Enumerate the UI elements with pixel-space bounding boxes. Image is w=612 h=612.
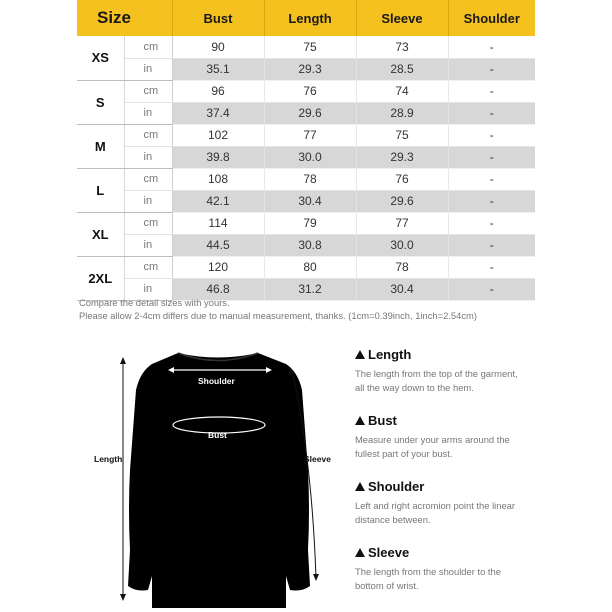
size-label: L (77, 168, 124, 212)
legend-desc: Left and right acromion point the linear (355, 500, 515, 511)
note-tolerance: Please allow 2-4cm differs due to manual measurement, thanks. (1cm=0.39inch, 1inch=2.54cm) (79, 310, 477, 321)
unit-label: cm (124, 80, 172, 102)
legend-title: Bust (368, 412, 397, 428)
sleeve-cm: 73 (356, 36, 448, 58)
bust-in: 39.8 (172, 146, 264, 168)
header-sleeve: Sleeve (356, 0, 448, 36)
table-row (77, 168, 535, 190)
diagram-sleeve-label: Sleeve (304, 454, 331, 464)
measurement-notes (79, 296, 477, 322)
size-label: S (77, 80, 124, 124)
header-shoulder: Shoulder (448, 0, 535, 36)
shoulder-in: - (448, 278, 535, 300)
legend-desc: The length from the shoulder to the (355, 566, 501, 577)
length-in: 29.3 (264, 58, 356, 80)
header-length: Length (264, 0, 356, 36)
unit-label: cm (124, 124, 172, 146)
sleeve-cm: 74 (356, 80, 448, 102)
unit-label: cm (124, 36, 172, 58)
unit-label: in (124, 102, 172, 124)
length-cm: 80 (264, 256, 356, 278)
bust-cm: 114 (172, 212, 264, 234)
length-cm: 76 (264, 80, 356, 102)
sleeve-cm: 76 (356, 168, 448, 190)
size-label: 2XL (77, 256, 124, 300)
unit-label: in (124, 146, 172, 168)
sleeve-in: 28.9 (356, 102, 448, 124)
legend-desc: bottom of wrist. (355, 579, 419, 591)
size-label: XS (77, 36, 124, 80)
length-in: 30.0 (264, 146, 356, 168)
sleeve-cm: 75 (356, 124, 448, 146)
table-row (77, 146, 535, 168)
shoulder-cm: - (448, 80, 535, 102)
sleeve-in: 29.3 (356, 146, 448, 168)
length-in: 29.6 (264, 102, 356, 124)
size-label: XL (77, 212, 124, 256)
legend-item-bust (355, 412, 585, 460)
diagram-length-label: Length (94, 454, 123, 464)
legend-item-sleeve (355, 544, 585, 592)
shoulder-in: - (448, 190, 535, 212)
unit-label: cm (124, 212, 172, 234)
bust-in: 42.1 (172, 190, 264, 212)
table-row (77, 190, 535, 212)
length-cm: 78 (264, 168, 356, 190)
table-row (77, 58, 535, 80)
sleeve-in: 30.0 (356, 234, 448, 256)
sleeve-cm: 78 (356, 256, 448, 278)
table-row (77, 36, 535, 58)
triangle-up-icon (355, 482, 365, 491)
length-cm: 77 (264, 124, 356, 146)
note-compare: Compare the detail sizes with yours. (79, 297, 230, 308)
shoulder-cm: - (448, 36, 535, 58)
legend-desc: The length from the top of the garment, (355, 368, 518, 379)
sleeve-in: 29.6 (356, 190, 448, 212)
legend-title: Length (368, 346, 412, 362)
legend-item-length (355, 346, 585, 394)
bust-cm: 90 (172, 36, 264, 58)
diagram-bust-label: Bust (208, 430, 227, 440)
table-row (77, 102, 535, 124)
unit-label: cm (124, 168, 172, 190)
legend-desc: Measure under your arms around the (355, 434, 510, 445)
garment-measurement-diagram (90, 350, 345, 612)
table-row (77, 80, 535, 102)
legend-title: Shoulder (368, 478, 425, 494)
unit-label: cm (124, 256, 172, 278)
bust-cm: 96 (172, 80, 264, 102)
shoulder-cm: - (448, 256, 535, 278)
shoulder-in: - (448, 146, 535, 168)
shoulder-in: - (448, 58, 535, 80)
table-row (77, 256, 535, 278)
triangle-up-icon (355, 350, 365, 359)
size-chart-table (77, 0, 535, 301)
shoulder-in: - (448, 102, 535, 124)
bust-cm: 108 (172, 168, 264, 190)
length-cm: 75 (264, 36, 356, 58)
shoulder-cm: - (448, 124, 535, 146)
bust-in: 37.4 (172, 102, 264, 124)
legend-desc: fullest part of your bust. (355, 447, 453, 459)
bust-in: 35.1 (172, 58, 264, 80)
length-in: 30.8 (264, 234, 356, 256)
triangle-up-icon (355, 416, 365, 425)
bust-cm: 102 (172, 124, 264, 146)
header-bust: Bust (172, 0, 264, 36)
sleeve-in: 30.4 (356, 278, 448, 300)
header-size: Size (77, 0, 172, 36)
shoulder-cm: - (448, 168, 535, 190)
shoulder-in: - (448, 234, 535, 256)
length-cm: 79 (264, 212, 356, 234)
length-in: 31.2 (264, 278, 356, 300)
sleeve-cm: 77 (356, 212, 448, 234)
diagram-shoulder-label: Shoulder (198, 376, 235, 386)
table-row (77, 124, 535, 146)
unit-label: in (124, 278, 172, 300)
table-header-row (77, 0, 535, 36)
legend-desc: all the way down to the hem. (355, 381, 474, 393)
sleeve-in: 28.5 (356, 58, 448, 80)
sweater-shape (128, 353, 310, 608)
unit-label: in (124, 190, 172, 212)
triangle-up-icon (355, 548, 365, 557)
table-row (77, 212, 535, 234)
garment-illustration (90, 350, 345, 612)
table-row (77, 234, 535, 256)
size-label: M (77, 124, 124, 168)
bust-in: 44.5 (172, 234, 264, 256)
legend-item-shoulder (355, 478, 585, 526)
unit-label: in (124, 58, 172, 80)
bust-in: 46.8 (172, 278, 264, 300)
bust-cm: 120 (172, 256, 264, 278)
legend-desc: distance between. (355, 513, 431, 525)
unit-label: in (124, 234, 172, 256)
shoulder-cm: - (448, 212, 535, 234)
length-in: 30.4 (264, 190, 356, 212)
legend-title: Sleeve (368, 544, 410, 560)
